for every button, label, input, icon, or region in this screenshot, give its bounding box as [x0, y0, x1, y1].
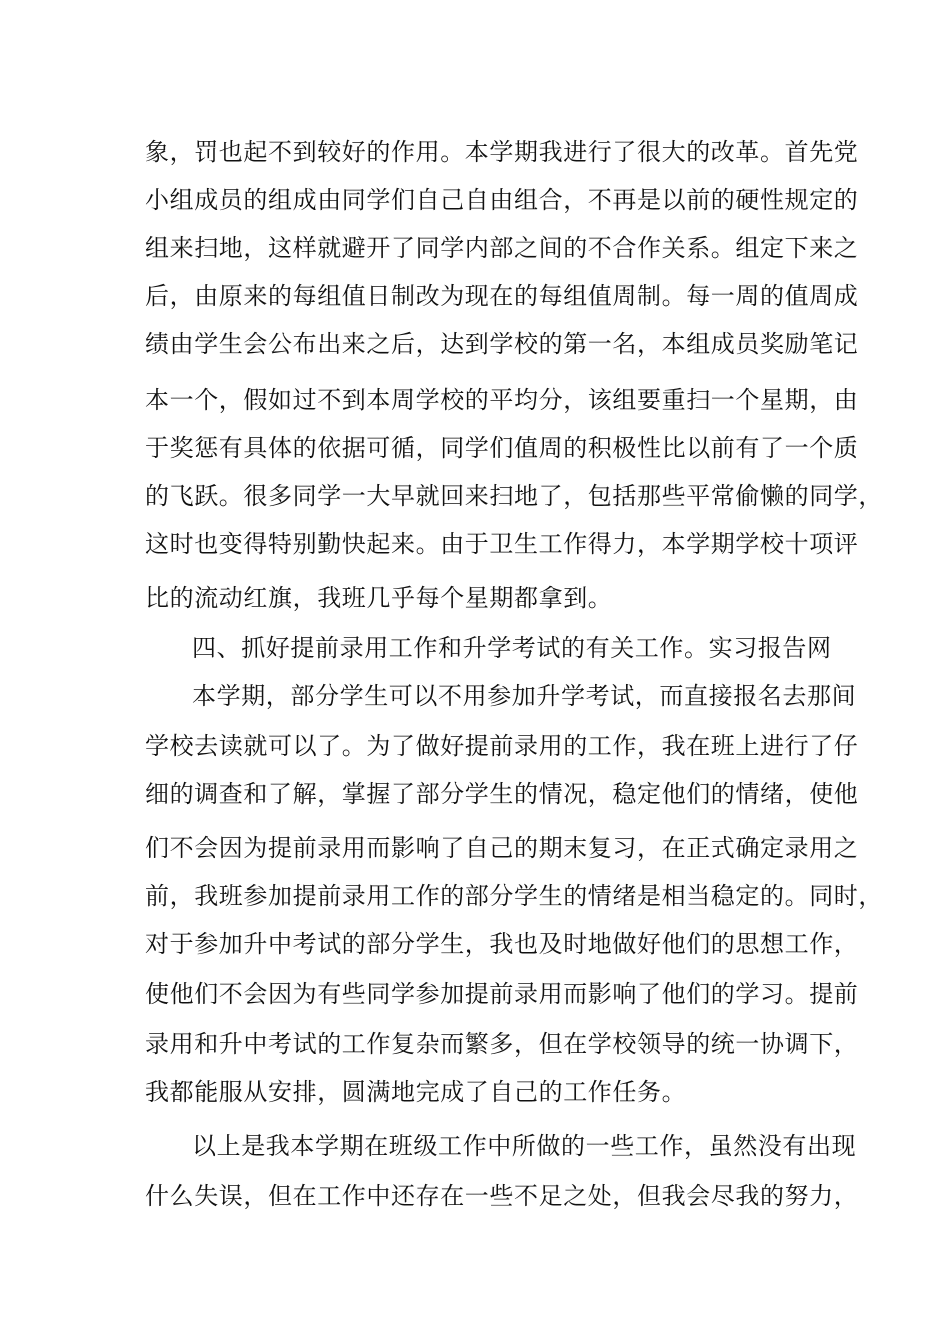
text-line: 我都能服从安排，圆满地完成了自己的工作任务。 — [145, 1078, 687, 1106]
text-line: 于奖惩有具体的依据可循，同学们值周的积极性比以前有了一个质 — [145, 434, 859, 462]
paragraph-first-line: 本学期，部分学生可以不用参加升学考试，而直接报名去那间 — [192, 682, 857, 710]
text-line: 们不会因为提前录用而影响了自己的期末复习，在正式确定录用之 — [145, 834, 859, 862]
paragraph-first-line: 以上是我本学期在班级工作中所做的一些工作，虽然没有出现 — [192, 1132, 857, 1160]
text-line: 象，罚也起不到较好的作用。本学期我进行了很大的改革。首先党 — [145, 138, 859, 166]
text-line: 绩由学生会公布出来之后，达到学校的第一名，本组成员奖励笔记 — [145, 330, 859, 358]
text-line: 组来扫地，这样就避开了同学内部之间的不合作关系。组定下来之 — [145, 234, 859, 262]
text-line: 这时也变得特别勤快起来。由于卫生工作得力，本学期学校十项评 — [145, 530, 859, 558]
text-line: 细的调查和了解，掌握了部分学生的情况，稳定他们的情绪，使他 — [145, 780, 859, 808]
text-line: 什么失误，但在工作中还存在一些不足之处，但我会尽我的努力， — [145, 1182, 859, 1210]
section-heading: 四、抓好提前录用工作和升学考试的有关工作。实习报告网 — [192, 634, 832, 662]
text-line: 使他们不会因为有些同学参加提前录用而影响了他们的学习。提前 — [145, 980, 859, 1008]
text-line: 小组成员的组成由同学们自己自由组合，不再是以前的硬性规定的 — [145, 186, 859, 214]
text-line: 比的流动红旗，我班几乎每个星期都拿到。 — [145, 584, 613, 612]
text-line: 后，由原来的每组值日制改为现在的每组值周制。每一周的值周成 — [145, 282, 859, 310]
text-line: 的飞跃。很多同学一大早就回来扫地了，包括那些平常偷懒的同学， — [145, 482, 883, 510]
text-line: 本一个，假如过不到本周学校的平均分，该组要重扫一个星期，由 — [145, 386, 859, 414]
text-line: 前，我班参加提前录用工作的部分学生的情绪是相当稳定的。同时， — [145, 882, 883, 910]
text-line: 录用和升中考试的工作复杂而繁多，但在学校领导的统一协调下， — [145, 1030, 859, 1058]
text-line: 对于参加升中考试的部分学生，我也及时地做好他们的思想工作， — [145, 930, 859, 958]
text-line: 学校去读就可以了。为了做好提前录用的工作，我在班上进行了仔 — [145, 732, 859, 760]
